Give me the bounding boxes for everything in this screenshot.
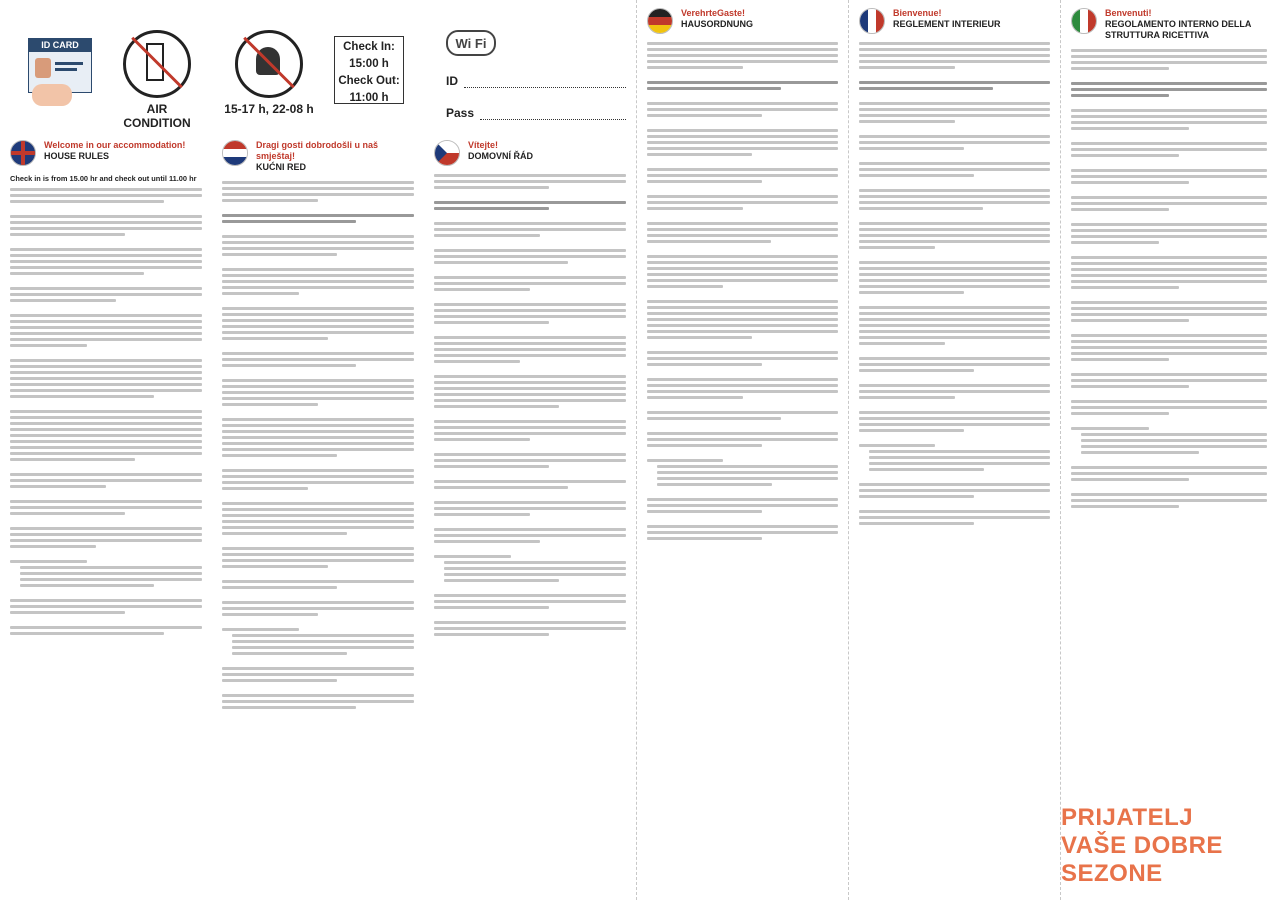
no-open-window-icon <box>123 30 191 98</box>
check-in-label: Check In: <box>343 41 395 53</box>
cz-body-text <box>434 174 626 636</box>
quiet-hours-label: 15-17 h, 22-08 h <box>224 102 314 116</box>
lower-columns <box>0 132 636 900</box>
fr-title: Bienvenue! <box>893 8 942 18</box>
en-check-times: Check in is from 15.00 hr and check out until 11.00 hr <box>10 174 197 183</box>
column-czech <box>424 132 636 900</box>
check-in-time: 15:00 h <box>349 58 389 70</box>
season-slogan: PRIJATELJ VAŠE DOBRE SEZONE <box>1061 804 1223 887</box>
cz-title: Vítejte! <box>468 140 499 150</box>
hr-title: Dragi gosti dobrodošli u naš smještaj! <box>256 140 379 161</box>
it-subtitle: REGOLAMENTO INTERNO DELLA STRUTTURA RICETTIVA <box>1105 19 1251 40</box>
en-title: Welcome in our accommodation! <box>44 140 186 150</box>
right-columns <box>636 0 1277 900</box>
check-times-box <box>334 36 404 104</box>
hr-subtitle: KUĆNI RED <box>256 162 307 172</box>
column-italian <box>1060 0 1277 900</box>
check-out-time: 11:00 h <box>349 92 389 104</box>
quiet-hours-sign <box>224 30 314 116</box>
air-condition-sign <box>114 30 200 130</box>
en-body-text <box>10 188 202 635</box>
wifi-pass-field <box>446 106 626 120</box>
wifi-block <box>446 30 626 120</box>
wifi-id-label: ID <box>446 74 458 88</box>
column-german <box>636 0 848 900</box>
it-body-text <box>1071 49 1267 508</box>
italy-flag-icon <box>1071 8 1097 34</box>
wifi-id-field <box>446 74 626 88</box>
de-body-text <box>647 42 838 540</box>
quiet-hours-icon <box>235 30 303 98</box>
id-card-icon <box>28 38 92 108</box>
column-french <box>848 0 1060 900</box>
croatia-flag-icon <box>222 140 248 166</box>
fr-subtitle: REGLEMENT INTERIEUR <box>893 19 1001 29</box>
france-flag-icon <box>859 8 885 34</box>
en-subtitle: HOUSE RULES <box>44 151 110 161</box>
hr-body-text <box>222 181 414 709</box>
de-title: VerehrteGaste! <box>681 8 746 18</box>
wifi-pass-label: Pass <box>446 106 475 120</box>
uk-flag-icon <box>10 140 36 166</box>
fr-body-text <box>859 42 1050 525</box>
cz-subtitle: DOMOVNÍ ŘÁD <box>468 151 533 161</box>
air-condition-label: AIR CONDITION <box>123 102 191 130</box>
wifi-icon: Wi Fi <box>446 30 496 56</box>
icon-strip <box>0 0 636 128</box>
column-croatian <box>212 132 424 900</box>
column-english <box>0 132 212 900</box>
it-title: Benvenuti! <box>1105 8 1152 18</box>
germany-flag-icon <box>647 8 673 34</box>
id-card-label: ID CARD <box>28 38 92 52</box>
check-out-label: Check Out: <box>338 75 400 87</box>
de-subtitle: HAUSORDNUNG <box>681 19 753 29</box>
czech-flag-icon <box>434 140 460 166</box>
